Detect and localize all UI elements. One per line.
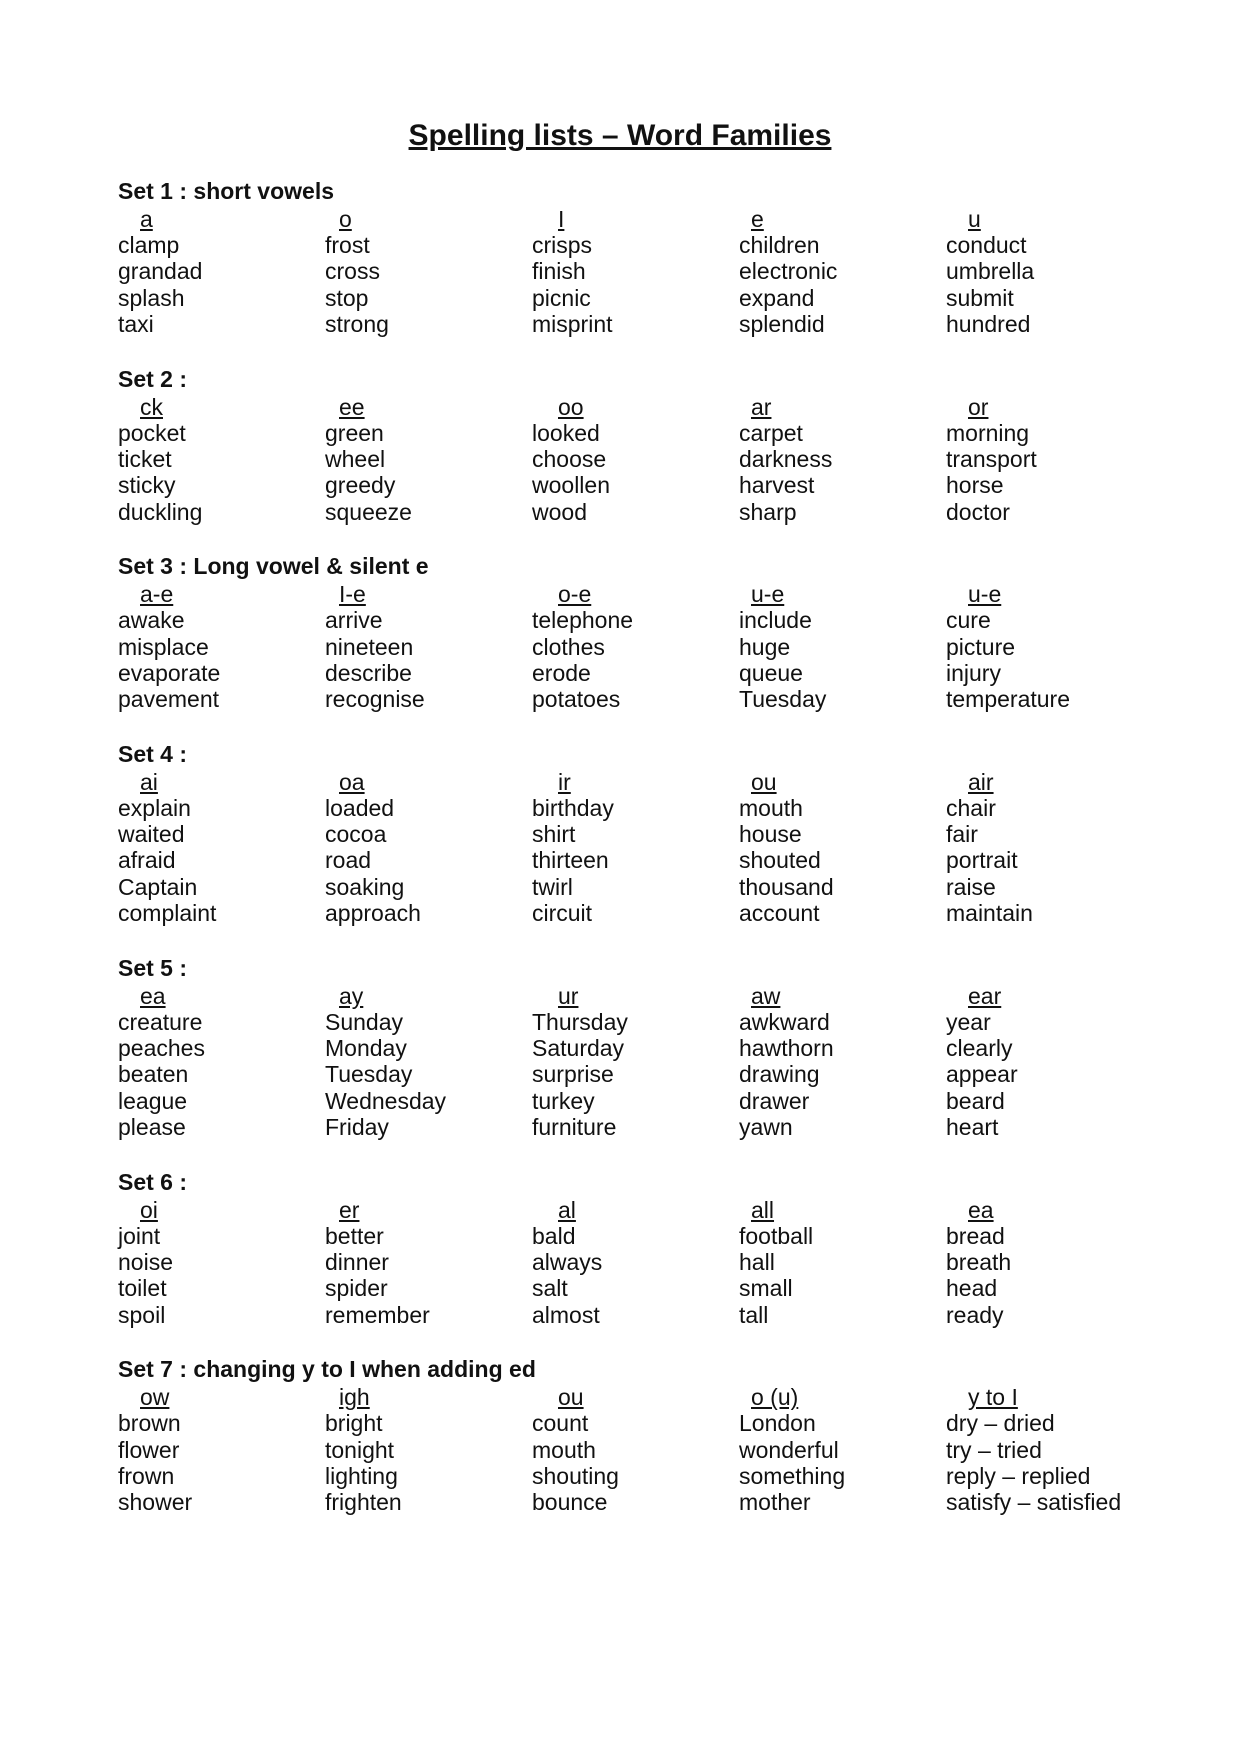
spelling-word: bald: [532, 1222, 576, 1249]
set-heading: Set 1 : short vowels: [118, 178, 335, 204]
spelling-word: doctor: [946, 498, 1010, 525]
spelling-word: squeeze: [325, 498, 412, 525]
word-family-column: [946, 581, 1153, 713]
spelling-word: birthday: [532, 794, 614, 821]
spelling-word: account: [739, 900, 820, 927]
spelling-word: duckling: [118, 498, 203, 525]
spelling-word: surprise: [532, 1061, 614, 1088]
spelling-word: London: [739, 1410, 816, 1437]
word-family-column: [325, 1384, 532, 1516]
spelling-word: beaten: [118, 1061, 189, 1088]
word-family-columns: [118, 983, 1138, 1141]
spelling-word: wonderful: [739, 1436, 839, 1463]
set-heading: Set 6 :: [118, 1168, 188, 1195]
spelling-word: picnic: [532, 284, 591, 311]
spelling-word: complaint: [118, 900, 217, 927]
word-family-column: [739, 206, 946, 338]
spelling-word: frighten: [325, 1489, 402, 1516]
word-family-column: [118, 394, 325, 526]
spelling-word: try – tried: [946, 1436, 1042, 1463]
word-family-column: [739, 983, 946, 1141]
spelling-word: telephone: [532, 607, 634, 634]
spelling-set: [118, 1167, 1138, 1329]
spelling-word: huge: [739, 633, 791, 660]
spelling-word: loaded: [325, 794, 395, 821]
spelling-word: yawn: [739, 1114, 793, 1141]
word-family-column: [325, 394, 532, 526]
word-family-heading: ck: [140, 393, 163, 420]
spelling-word: hawthorn: [739, 1035, 834, 1062]
word-family-columns: [118, 206, 1138, 338]
spelling-word: maintain: [946, 900, 1033, 927]
spelling-word: always: [532, 1248, 603, 1275]
spelling-word: ticket: [118, 445, 172, 472]
spelling-word: hundred: [946, 311, 1031, 338]
spelling-word: expand: [739, 284, 815, 311]
spelling-word: cure: [946, 607, 991, 634]
spelling-word: conduct: [946, 232, 1027, 258]
spelling-word: small: [739, 1275, 793, 1302]
spelling-word: salt: [532, 1275, 568, 1302]
word-family-heading: ea: [140, 982, 166, 1009]
spelling-word: hall: [739, 1248, 775, 1275]
spelling-word: grandad: [118, 258, 203, 285]
word-family-heading: ar: [751, 393, 772, 420]
spelling-word: sharp: [739, 498, 797, 525]
spelling-word: include: [739, 607, 812, 634]
spelling-word: house: [739, 821, 802, 848]
spelling-word: spoil: [118, 1301, 166, 1328]
spelling-word: better: [325, 1222, 384, 1249]
spelling-word: describe: [325, 659, 412, 686]
word-family-heading: I-e: [339, 581, 366, 608]
spelling-word: raise: [946, 873, 996, 900]
spelling-word: chair: [946, 794, 996, 821]
spelling-word: waited: [118, 821, 185, 848]
word-family-column: [739, 394, 946, 526]
spelling-word: queue: [739, 659, 803, 686]
set-heading: Set 5 :: [118, 954, 188, 981]
word-family-heading: a-e: [140, 581, 174, 608]
spelling-word: recognise: [325, 686, 425, 713]
word-family-column: [532, 206, 739, 338]
spelling-set: [118, 953, 1138, 1141]
spelling-word: shirt: [532, 821, 576, 848]
spelling-word: taxi: [118, 311, 154, 338]
spelling-word: transport: [946, 445, 1037, 472]
spelling-word: arrive: [325, 607, 383, 634]
spelling-word: peaches: [118, 1035, 205, 1062]
spelling-word: furniture: [532, 1114, 617, 1141]
spelling-word: heart: [946, 1114, 999, 1141]
word-family-heading: er: [339, 1196, 360, 1223]
spelling-word: potatoes: [532, 686, 621, 713]
word-family-heading: ee: [339, 393, 365, 420]
spelling-set: [118, 364, 1138, 526]
spelling-word: mother: [739, 1489, 811, 1516]
spelling-word: brown: [118, 1410, 181, 1437]
spelling-word: electronic: [739, 258, 838, 285]
spelling-word: strong: [325, 311, 389, 338]
word-family-column: [946, 206, 1153, 338]
spelling-word: frown: [118, 1462, 175, 1489]
spelling-word: darkness: [739, 445, 833, 472]
word-family-heading: ou: [751, 768, 777, 795]
word-family-column: [739, 1197, 946, 1329]
word-family-column: [532, 769, 739, 927]
spelling-word: thousand: [739, 873, 834, 900]
word-family-column: [118, 581, 325, 713]
spelling-word: Tuesday: [325, 1061, 413, 1088]
spelling-word: please: [118, 1114, 186, 1141]
spelling-word: league: [118, 1087, 188, 1114]
spelling-word: Monday: [325, 1035, 407, 1062]
spelling-word: tonight: [325, 1436, 395, 1463]
spelling-word: mouth: [739, 794, 803, 821]
spelling-word: something: [739, 1462, 846, 1489]
spelling-word: finish: [532, 258, 586, 285]
word-family-column: [532, 1384, 739, 1516]
word-family-heading: y to I: [968, 1384, 1018, 1411]
spelling-word: erode: [532, 659, 591, 686]
word-family-heading: ea: [968, 1196, 994, 1223]
spelling-word: splash: [118, 284, 185, 311]
spelling-word: cross: [325, 258, 380, 285]
spelling-word: circuit: [532, 900, 593, 927]
word-family-heading: aw: [751, 982, 781, 1009]
word-family-heading: ur: [558, 982, 579, 1009]
word-family-columns: [118, 581, 1138, 713]
spelling-word: beard: [946, 1087, 1005, 1114]
spelling-word: soaking: [325, 873, 405, 900]
word-family-heading: ow: [140, 1384, 170, 1411]
word-family-column: [325, 769, 532, 927]
spelling-word: remember: [325, 1301, 430, 1328]
spelling-word: shouted: [739, 847, 821, 874]
word-family-column: [118, 1384, 325, 1516]
page-title: Spelling lists – Word Families: [408, 119, 832, 152]
spelling-word: sticky: [118, 472, 176, 499]
word-family-column: [118, 1197, 325, 1329]
spelling-word: frost: [325, 232, 370, 258]
spelling-word: shower: [118, 1489, 193, 1516]
spelling-word: green: [325, 419, 384, 446]
word-family-column: [739, 769, 946, 927]
word-family-heading: ou: [558, 1384, 584, 1411]
spelling-word: clamp: [118, 232, 180, 258]
word-family-column: [325, 983, 532, 1141]
spelling-word: bread: [946, 1222, 1005, 1249]
word-family-column: [532, 394, 739, 526]
word-family-heading: a: [140, 206, 153, 232]
word-family-column: [946, 394, 1153, 526]
spelling-word: pocket: [118, 419, 186, 446]
spelling-word: umbrella: [946, 258, 1035, 285]
spelling-word: drawer: [739, 1087, 810, 1114]
spelling-word: nineteen: [325, 633, 414, 660]
word-family-column: [946, 769, 1153, 927]
word-family-column: [532, 581, 739, 713]
spelling-word: Friday: [325, 1114, 389, 1141]
word-family-column: [118, 769, 325, 927]
word-family-heading: oa: [339, 768, 365, 795]
word-family-heading: ai: [140, 768, 158, 795]
spelling-word: Sunday: [325, 1008, 404, 1035]
spelling-word: crisps: [532, 232, 593, 258]
word-family-column: [325, 1197, 532, 1329]
spelling-word: picture: [946, 633, 1016, 660]
spelling-word: Thursday: [532, 1008, 628, 1035]
set-heading: Set 2 :: [118, 365, 188, 392]
word-family-column: [946, 983, 1153, 1141]
spelling-word: thirteen: [532, 847, 609, 874]
spelling-word: clothes: [532, 633, 605, 660]
word-family-heading: or: [968, 393, 989, 420]
spelling-word: Tuesday: [739, 686, 827, 713]
word-family-column: [532, 983, 739, 1141]
spelling-set: [118, 176, 1138, 338]
spelling-word: misplace: [118, 633, 209, 660]
spelling-word: temperature: [946, 686, 1071, 713]
word-family-columns: [118, 1384, 1138, 1516]
spelling-word: shouting: [532, 1462, 619, 1489]
word-family-heading: o (u): [751, 1384, 799, 1411]
spelling-word: wheel: [325, 445, 386, 472]
spelling-word: road: [325, 847, 372, 874]
spelling-word: turkey: [532, 1087, 595, 1114]
spelling-word: head: [946, 1275, 998, 1302]
spelling-word: drawing: [739, 1061, 820, 1088]
spelling-word: joint: [118, 1222, 161, 1249]
word-family-heading: e: [751, 206, 764, 232]
spelling-word: awake: [118, 607, 185, 634]
word-family-columns: [118, 769, 1138, 927]
word-family-column: [739, 1384, 946, 1516]
spelling-word: afraid: [118, 847, 176, 874]
word-family-column: [532, 1197, 739, 1329]
word-family-heading: u-e: [751, 581, 785, 608]
spelling-set: [118, 739, 1138, 927]
spelling-word: horse: [946, 472, 1004, 499]
spelling-word: stop: [325, 284, 369, 311]
word-family-column: [325, 581, 532, 713]
spelling-word: Captain: [118, 873, 198, 900]
word-family-heading: u: [968, 206, 981, 232]
spelling-word: woollen: [532, 472, 610, 499]
spelling-word: splendid: [739, 311, 825, 338]
spelling-word: awkward: [739, 1008, 830, 1035]
spelling-word: morning: [946, 419, 1030, 446]
spelling-word: fair: [946, 821, 978, 848]
word-family-column: [946, 1384, 1153, 1516]
word-family-heading: oi: [140, 1196, 158, 1223]
word-family-column: [946, 1197, 1153, 1329]
word-family-heading: al: [558, 1196, 576, 1223]
spelling-word: breath: [946, 1248, 1012, 1275]
word-family-heading: o: [339, 206, 352, 232]
spelling-word: dry – dried: [946, 1410, 1055, 1437]
spelling-word: wood: [532, 498, 587, 525]
word-family-heading: all: [751, 1196, 775, 1223]
spelling-word: harvest: [739, 472, 815, 499]
set-heading: Set 7 : changing y to I when adding ed: [118, 1356, 536, 1383]
word-family-column: [118, 206, 325, 338]
word-family-heading: igh: [339, 1384, 370, 1411]
word-family-heading: oo: [558, 393, 584, 420]
spelling-word: spider: [325, 1275, 388, 1302]
set-heading: Set 4 :: [118, 740, 188, 767]
spelling-word: twirl: [532, 873, 573, 900]
spelling-word: choose: [532, 445, 607, 472]
spelling-word: ready: [946, 1301, 1004, 1328]
spelling-word: Saturday: [532, 1035, 625, 1062]
spelling-word: noise: [118, 1248, 173, 1275]
set-heading: Set 3 : Long vowel & silent e: [118, 553, 429, 580]
spelling-word: approach: [325, 900, 421, 927]
word-family-heading: air: [968, 768, 994, 795]
spelling-word: tall: [739, 1301, 769, 1328]
spelling-word: carpet: [739, 419, 803, 446]
spelling-set: [118, 1354, 1138, 1516]
spelling-word: year: [946, 1008, 991, 1035]
word-family-heading: I: [558, 206, 565, 232]
spelling-word: creature: [118, 1008, 203, 1035]
spelling-word: almost: [532, 1301, 600, 1328]
spelling-word: greedy: [325, 472, 396, 499]
word-family-columns: [118, 1197, 1138, 1329]
spelling-word: cocoa: [325, 821, 387, 848]
word-family-column: [325, 206, 532, 338]
word-family-heading: u-e: [968, 581, 1002, 608]
spelling-word: count: [532, 1410, 589, 1437]
word-family-column: [118, 983, 325, 1141]
spelling-word: Wednesday: [325, 1087, 447, 1114]
spelling-word: children: [739, 232, 820, 258]
spelling-word: mouth: [532, 1436, 596, 1463]
spelling-word: misprint: [532, 311, 613, 338]
spelling-word: injury: [946, 659, 1001, 686]
spelling-word: submit: [946, 284, 1014, 311]
word-family-heading: ay: [339, 982, 364, 1009]
spelling-word: football: [739, 1222, 814, 1249]
spelling-word: satisfy – satisfied: [946, 1489, 1122, 1516]
spelling-word: portrait: [946, 847, 1018, 874]
word-family-heading: ir: [558, 768, 571, 795]
word-family-heading: o-e: [558, 581, 592, 608]
spelling-word: dinner: [325, 1248, 389, 1275]
spelling-word: lighting: [325, 1462, 398, 1489]
spelling-word: bounce: [532, 1489, 608, 1516]
spelling-word: pavement: [118, 686, 220, 713]
spelling-word: evaporate: [118, 659, 221, 686]
spelling-word: toilet: [118, 1275, 167, 1302]
spelling-word: bright: [325, 1410, 383, 1437]
spelling-word: reply – replied: [946, 1462, 1091, 1489]
spelling-set: [118, 551, 1138, 713]
spelling-word: appear: [946, 1061, 1018, 1088]
spelling-word: flower: [118, 1436, 180, 1463]
word-family-heading: ear: [968, 982, 1002, 1009]
word-family-column: [739, 581, 946, 713]
spelling-sets: [118, 176, 1138, 1542]
spelling-word: clearly: [946, 1035, 1013, 1062]
word-family-columns: [118, 394, 1138, 526]
spelling-word: explain: [118, 794, 191, 821]
spelling-word: looked: [532, 419, 600, 446]
